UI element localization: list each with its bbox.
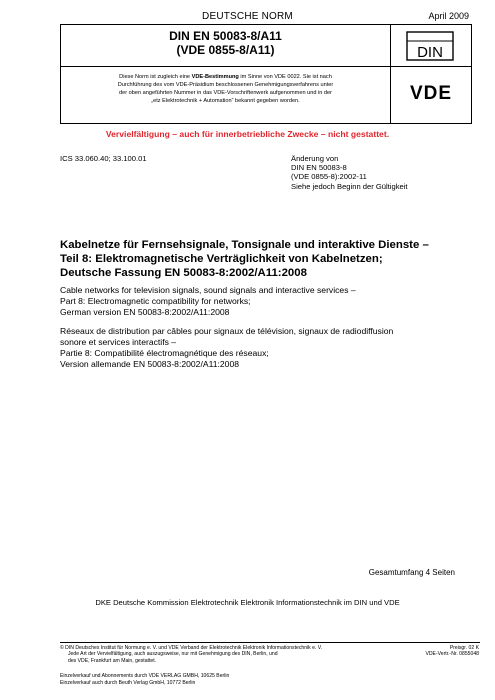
title-box-top: [61, 25, 471, 67]
ics-code: ICS 33.060.40; 33.100.01: [60, 154, 147, 163]
title-box: [60, 24, 472, 124]
publication-date: April 2009: [428, 11, 469, 21]
norm-type: DEUTSCHE NORM: [202, 11, 293, 22]
change-note: Änderung von DIN EN 50083-8 (VDE 0855-8):2002-11 Siehe jedoch Beginn der Gültigkeit: [291, 154, 408, 191]
vde-logo-text: VDE: [409, 83, 453, 103]
main-title: Kabelnetze für Fernsehsignale, Tonsignale und interaktive Dienste – Teil 8: Elektromagnetische Verträglichkeit von Kabelnetzen; Deutsche Fassung EN 50083-8:2002/A11:2008: [60, 239, 429, 279]
vde-number: (VDE 0855-8/A11): [176, 43, 275, 57]
divider: [390, 25, 391, 66]
french-title: Réseaux de distribution par câbles pour signaux de télévision, signaux de radiodiffusion sonore et services interactifs – Partie 8: Compatibilité électromagnétique des réseaux; Version allemande EN 50083-8:2002/A11:2008: [60, 326, 394, 369]
document-number: [61, 29, 390, 57]
vde-note: Diese Norm ist zugleich eine VDE-Bestimmung im Sinne von VDE 0022. Sie ist nach Durchführung des vom VDE-Präsidium beschlossenen Genehmigungsverfahrens unter der oben angeführten Nummer in das VDE-Vorschriftenwerk aufgenommen und in der „etz Elektrotechnik + Automation“ bekannt gegeben worden.: [117, 74, 334, 104]
dke-line: DKE Deutsche Kommission Elektrotechnik Elektronik Informationstechnik im DIN und VDE: [95, 598, 400, 607]
copyright-note: © DIN Deutsches Institut für Normung e. V. und VDE Verband der Elektrotechnik Elektronik Informationstechnik e. V. Jede Art der Vervielfältigung, auch auszugsweise, nur mit Genehmigung des DIN, Berlin, und des VDE, Frankfurt am Main, gestattet.: [60, 645, 323, 664]
vde-logo: [401, 81, 461, 103]
din-number: DIN EN 50083-8/A11: [169, 29, 282, 43]
price-info: [425, 645, 479, 658]
copy-warning: Vervielfältigung – auch für innerbetriebliche Zwecke – nicht gestattet.: [105, 129, 390, 139]
divider: [390, 67, 391, 123]
price-group: Preisgr. 02 K: [449, 645, 479, 651]
footer-rule: [60, 642, 480, 643]
din-logo-text: DIN: [417, 44, 443, 61]
title-box-bottom: [61, 67, 471, 123]
order-number: VDE-Vertr.-Nr. 0855048: [425, 651, 479, 658]
total-pages: Gesamtumfang 4 Seiten: [368, 568, 455, 577]
english-title: Cable networks for television signals, sound signals and interactive services – Part 8: Electromagnetic compatibility for networks; German version EN 50083-8:2002/A11:2008: [60, 285, 356, 317]
sales-info: Einzelverkauf und Abonnements durch VDE VERLAG GMBH, 10625 Berlin Einzelverkauf auch durch Beuth Verlag GmbH, 10772 Berlin: [60, 673, 230, 686]
din-logo: [406, 31, 454, 61]
